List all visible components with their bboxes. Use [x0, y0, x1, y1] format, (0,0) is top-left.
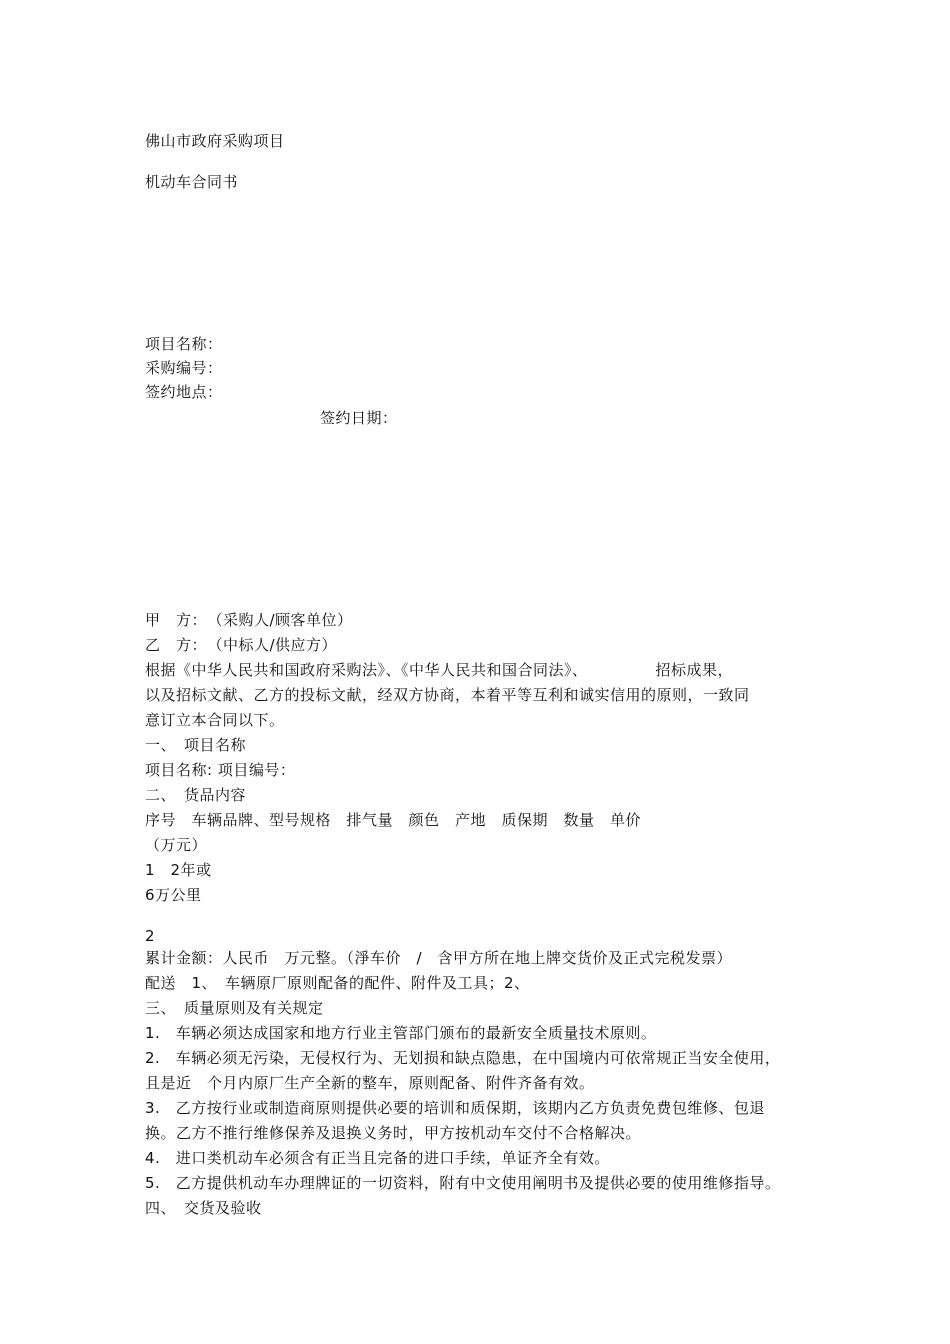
cover-sign-date: 签约日期： — [320, 409, 398, 427]
quality-item-3-a: 3. 乙方按行业或制造商原则提供必要的培训和质保期，该期内乙方负责免费包维修、包退 — [145, 1099, 765, 1117]
goods-table-header-cont: （万元） — [145, 836, 208, 854]
cover-purchase-no: 采购编号： — [145, 359, 223, 377]
section-1-heading: 一、 项目名称 — [145, 736, 247, 754]
goods-row-1-b: 6万公里 — [145, 886, 202, 904]
goods-row-2: 2 — [145, 927, 156, 945]
quality-item-2-a: 2. 车辆必须无污染，无侵权行为、无划损和缺点隐患，在中国境内可依常规正当安全使用， — [145, 1049, 781, 1067]
section-2-heading: 二、 货品内容 — [145, 786, 247, 804]
cover-project-name: 项目名称： — [145, 335, 223, 353]
preamble-line-1-a: 根据《中华人民共和国政府采购法》、《中华人民共和国合同法》、 — [145, 661, 588, 679]
quality-item-5: 5. 乙方提供机动车办理牌证的一切资料，附有中文使用阐明书及提供必要的使用维修指导。 — [145, 1174, 781, 1192]
preamble-line-1-b: 招标成果， — [655, 661, 734, 679]
preamble-line-1 — [145, 660, 733, 680]
cover-sign-place: 签约地点： — [145, 383, 223, 401]
quality-item-1: 1. 车辆必须达成国家和地方行业主管部门颁布的最新安全质量技术原则。 — [145, 1024, 657, 1042]
quality-item-2-b: 且是近 个月内原厂生产全新的整车，原则配备、附件齐备有效。 — [145, 1074, 595, 1092]
header-line-1: 佛山市政府采购项目 — [145, 132, 285, 150]
party-a: 甲 方： （采购人/顾客单位） — [145, 611, 353, 629]
section-3-heading: 三、 质量原则及有关规定 — [145, 999, 324, 1017]
preamble-line-3: 意订立本合同以下。 — [145, 711, 285, 729]
quality-item-3-b: 换。乙方不推行维修保养及退换义务时，甲方按机动车交付不合格解决。 — [145, 1124, 642, 1142]
section-4-heading: 四、 交货及验收 — [145, 1199, 262, 1217]
quality-item-4: 4. 进口类机动车必须含有正当且完备的进口手续，单证齐全有效。 — [145, 1149, 610, 1167]
header-line-2: 机动车合同书 — [145, 173, 239, 191]
goods-table-header: 序号 车辆品牌、型号规格 排气量 颜色 产地 质保期 数量 单价 — [145, 811, 642, 829]
party-b: 乙 方： （中标人/供应方） — [145, 636, 338, 654]
total-amount: 累计金额：人民币 万元整。（淨车价 / 含甲方所在地上牌交货价及正式完税发票） — [145, 949, 733, 967]
preamble-line-2: 以及招标文献、乙方的投标文献，经双方协商，本着平等互利和诚实信用的原则，一致同 — [145, 686, 750, 704]
delivery-items: 配送 1、 车辆原厂原则配备的配件、附件及工具；2、 — [145, 974, 530, 992]
goods-row-1-a: 1 2年或 — [145, 861, 212, 879]
section-1-body: 项目名称: 项目编号： — [145, 761, 296, 779]
